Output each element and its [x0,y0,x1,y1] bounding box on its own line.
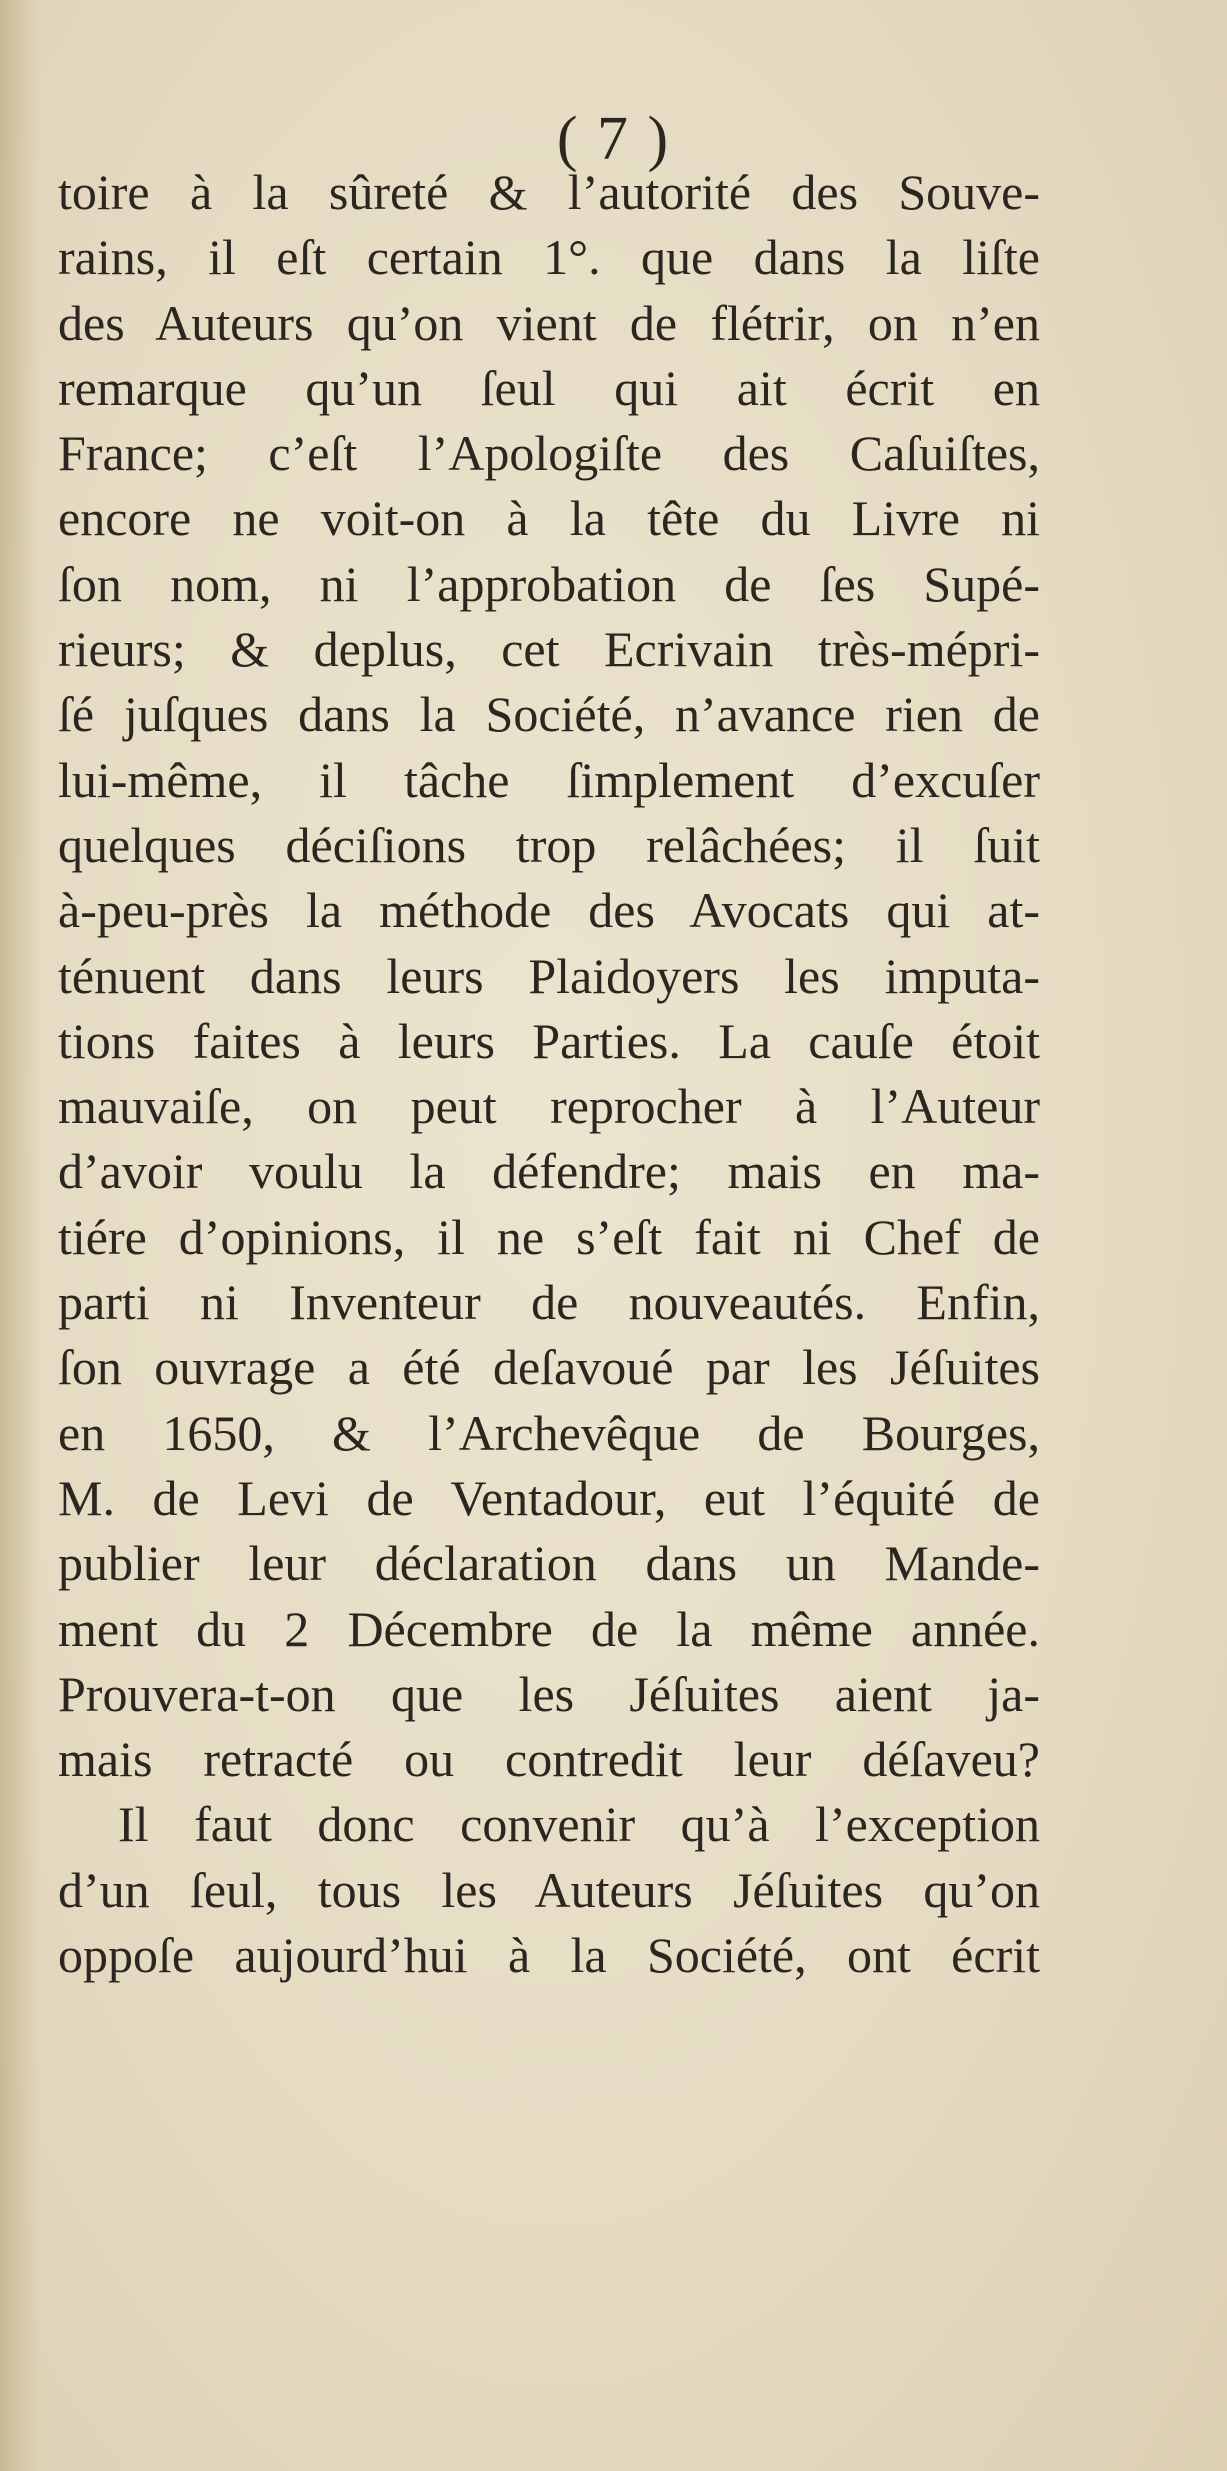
text-line: Prouvera-t-on que les Jéſuites aient ja- [58,1665,1040,1722]
text-line: lui-même, il tâche ſimplement d’excuſer [58,751,1040,808]
text-line: toire à la sûreté & l’autorité des Souve- [58,164,1040,220]
text-line: M. de Levi de Ventadour, eut l’équité de [58,1469,1040,1526]
text-line: d’un ſeul, tous les Auteurs Jéſuites qu’on [58,1861,1040,1918]
text-line: rains, il eſt certain 1°. que dans la liſte [58,229,1040,286]
paragraph-1 [58,160,1040,1792]
text-line: rieurs; & deplus, cet Ecrivain très-mépri- [58,621,1040,678]
body-text [58,160,1040,1988]
text-line: ſon nom, ni l’approbation de ſes Supé- [58,555,1040,612]
text-line: mauvaiſe, on peut reprocher à l’Auteur [58,1078,1040,1135]
text-line: tiére d’opinions, il ne s’eſt fait ni Chef de [58,1208,1040,1265]
text-line: oppoſe aujourd’hui à la Société, ont écrit [58,1927,1040,1984]
text-line: ment du 2 Décembre de la même année. [58,1600,1040,1657]
text-line: d’avoir voulu la défendre; mais en ma- [58,1143,1040,1200]
text-line: ſon ouvrage a été deſavoué par les Jéſuites [58,1339,1040,1396]
text-line: quelques déciſions trop relâchées; il ſuit [58,816,1040,873]
text-line: France; c’eſt l’Apologiſte des Caſuiſtes, [58,425,1040,482]
text-line: mais retracté ou contredit leur déſaveu? [58,1731,1040,1788]
text-line: Il faut donc convenir qu’à l’exception [118,1796,1040,1853]
gutter-shadow [0,0,40,2471]
text-line: remarque qu’un ſeul qui ait écrit en [58,359,1040,416]
text-line: tions faites à leurs Parties. La cauſe étoit [58,1012,1040,1069]
text-line: ſé juſques dans la Société, n’avance rien de [58,686,1040,743]
text-line: ténuent dans leurs Plaidoyers les imputa- [58,947,1040,1004]
text-line: encore ne voit-on à la tête du Livre ni [58,490,1040,547]
page-number: ( 7 ) [556,105,671,173]
text-line: des Auteurs qu’on vient de flétrir, on n’en [58,294,1040,351]
text-line: publier leur déclaration dans un Mande- [58,1535,1040,1592]
text-line: parti ni Inventeur de nouveautés. Enfin, [58,1274,1040,1331]
text-line: en 1650, & l’Archevêque de Bourges, [58,1404,1040,1461]
text-line: à-peu-près la méthode des Avocats qui at- [58,882,1040,939]
paragraph-2 [58,1792,1040,1988]
